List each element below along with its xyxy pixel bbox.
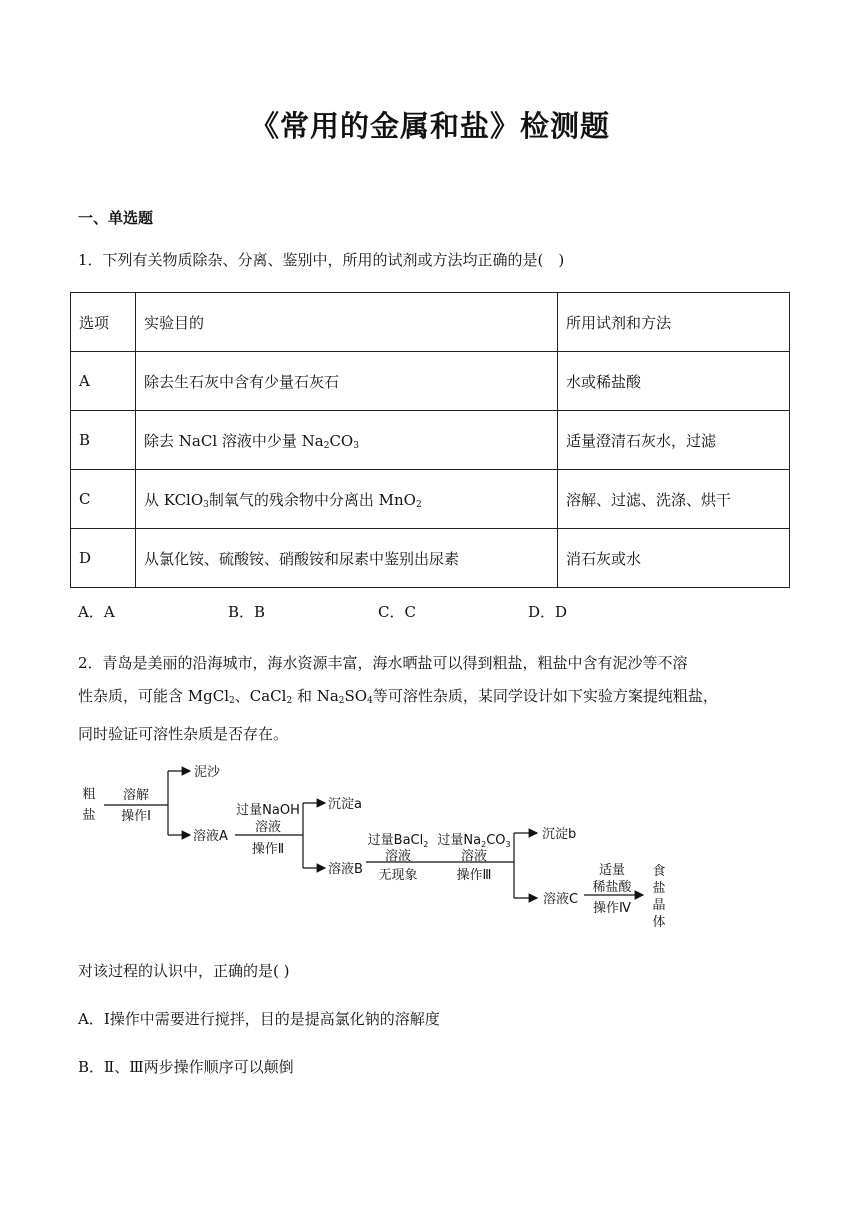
precipitate-b-label: 沉淀b bbox=[542, 827, 577, 842]
step2-reagent: 过量NaOH bbox=[236, 803, 300, 818]
table-header-row bbox=[71, 293, 790, 352]
product-label: 盐 bbox=[652, 881, 666, 896]
solution-a-label: 溶液A bbox=[193, 829, 228, 844]
product-label: 食 bbox=[652, 864, 666, 879]
choice-d[interactable]: D．D bbox=[528, 603, 568, 621]
table-cell-option: C bbox=[71, 470, 136, 529]
step3-reagent: 过量BaCl$_2$ bbox=[367, 833, 429, 849]
step4-reagent: 过量$Na_2CO_3$ bbox=[437, 833, 511, 849]
table-cell-method: 水或稀盐酸 bbox=[558, 352, 790, 411]
table-row bbox=[71, 352, 790, 411]
step4-solution: 溶液 bbox=[460, 849, 488, 864]
question-2-prompt: 对该过程的认识中，正确的是( ) bbox=[78, 962, 290, 980]
choice-b[interactable]: B．B bbox=[228, 603, 266, 621]
sand-label: 泥沙 bbox=[194, 765, 221, 780]
table-header-cell: 实验目的 bbox=[136, 293, 558, 352]
table-cell-method: 溶解、过滤、洗涤、烘干 bbox=[558, 470, 790, 529]
table-row bbox=[71, 470, 790, 529]
step3-solution: 溶液 bbox=[384, 849, 412, 864]
table-cell-method: 适量澄清石灰水，过滤 bbox=[558, 411, 790, 470]
step1-operation: 操作Ⅰ bbox=[121, 809, 151, 824]
step1-reagent: 溶解 bbox=[122, 788, 150, 803]
table-cell-goal: 从氯化铵、硫酸铵、硝酸铵和尿素中鉴别出尿素 bbox=[136, 529, 558, 588]
step5-reagent: 适量 bbox=[598, 863, 626, 878]
table-cell-goal: 除去生石灰中含有少量石灰石 bbox=[136, 352, 558, 411]
salt-purification-flowchart bbox=[0, 755, 860, 955]
table-cell-option: D bbox=[71, 529, 136, 588]
crude-salt-label: 粗 bbox=[82, 787, 96, 802]
step5-operation: 操作Ⅳ bbox=[593, 901, 631, 916]
table-cell-goal: 除去 NaCl 溶液中少量 $Na_2CO_3$ bbox=[136, 411, 558, 470]
table-row bbox=[71, 529, 790, 588]
question-2-option-a[interactable]: A．Ⅰ操作中需要进行搅拌，目的是提高氯化钠的溶解度 bbox=[78, 1010, 440, 1028]
solution-c-label: 溶液C bbox=[543, 892, 579, 907]
question-1-stem: 1．下列有关物质除杂、分离、鉴别中，所用的试剂或方法均正确的是( ) bbox=[78, 251, 565, 269]
question-2-stem bbox=[78, 647, 798, 751]
table-cell-method: 消石灰或水 bbox=[558, 529, 790, 588]
table-header-cell: 所用试剂和方法 bbox=[558, 293, 790, 352]
page-title: 《常用的金属和盐》检测题 bbox=[249, 109, 610, 143]
product-label: 晶 bbox=[652, 898, 666, 913]
table-row bbox=[71, 411, 790, 470]
question-1-table bbox=[70, 292, 790, 588]
question-2-line: 性杂质，可能含 MgCl$_2$、CaCl$_2$ 和 $Na_2SO_4$等可溶性杂质，某同学设计如下实验方案提纯粗盐， bbox=[78, 687, 718, 706]
table-header-cell: 选项 bbox=[71, 293, 136, 352]
question-2-line: 2．青岛是美丽的沿海城市，海水资源丰富，海水晒盐可以得到粗盐，粗盐中含有泥沙等不溶 bbox=[78, 654, 688, 672]
question-2-option-b[interactable]: B．Ⅱ、Ⅲ两步操作顺序可以颠倒 bbox=[78, 1058, 294, 1076]
choice-c[interactable]: C．C bbox=[378, 603, 416, 621]
step4-operation: 操作Ⅲ bbox=[456, 868, 492, 883]
step2-solution: 溶液 bbox=[254, 820, 282, 835]
table-cell-goal: 从 KClO$_3$制氧气的残余物中分离出 MnO$_2$ bbox=[136, 470, 558, 529]
section-heading: 一、单选题 bbox=[78, 209, 154, 227]
crude-salt-label: 盐 bbox=[82, 808, 96, 823]
table-cell-option: A bbox=[71, 352, 136, 411]
solution-b-label: 溶液B bbox=[328, 862, 363, 877]
step3-observation: 无现象 bbox=[378, 868, 418, 883]
table-cell-option: B bbox=[71, 411, 136, 470]
product-label: 体 bbox=[652, 915, 666, 930]
choice-a[interactable]: A．A bbox=[78, 603, 115, 621]
step5-reagent: 稀盐酸 bbox=[592, 880, 632, 895]
question-2-line: 同时验证可溶性杂质是否存在。 bbox=[78, 725, 289, 743]
precipitate-a-label: 沉淀a bbox=[328, 797, 362, 812]
step2-operation: 操作Ⅱ bbox=[251, 842, 285, 857]
